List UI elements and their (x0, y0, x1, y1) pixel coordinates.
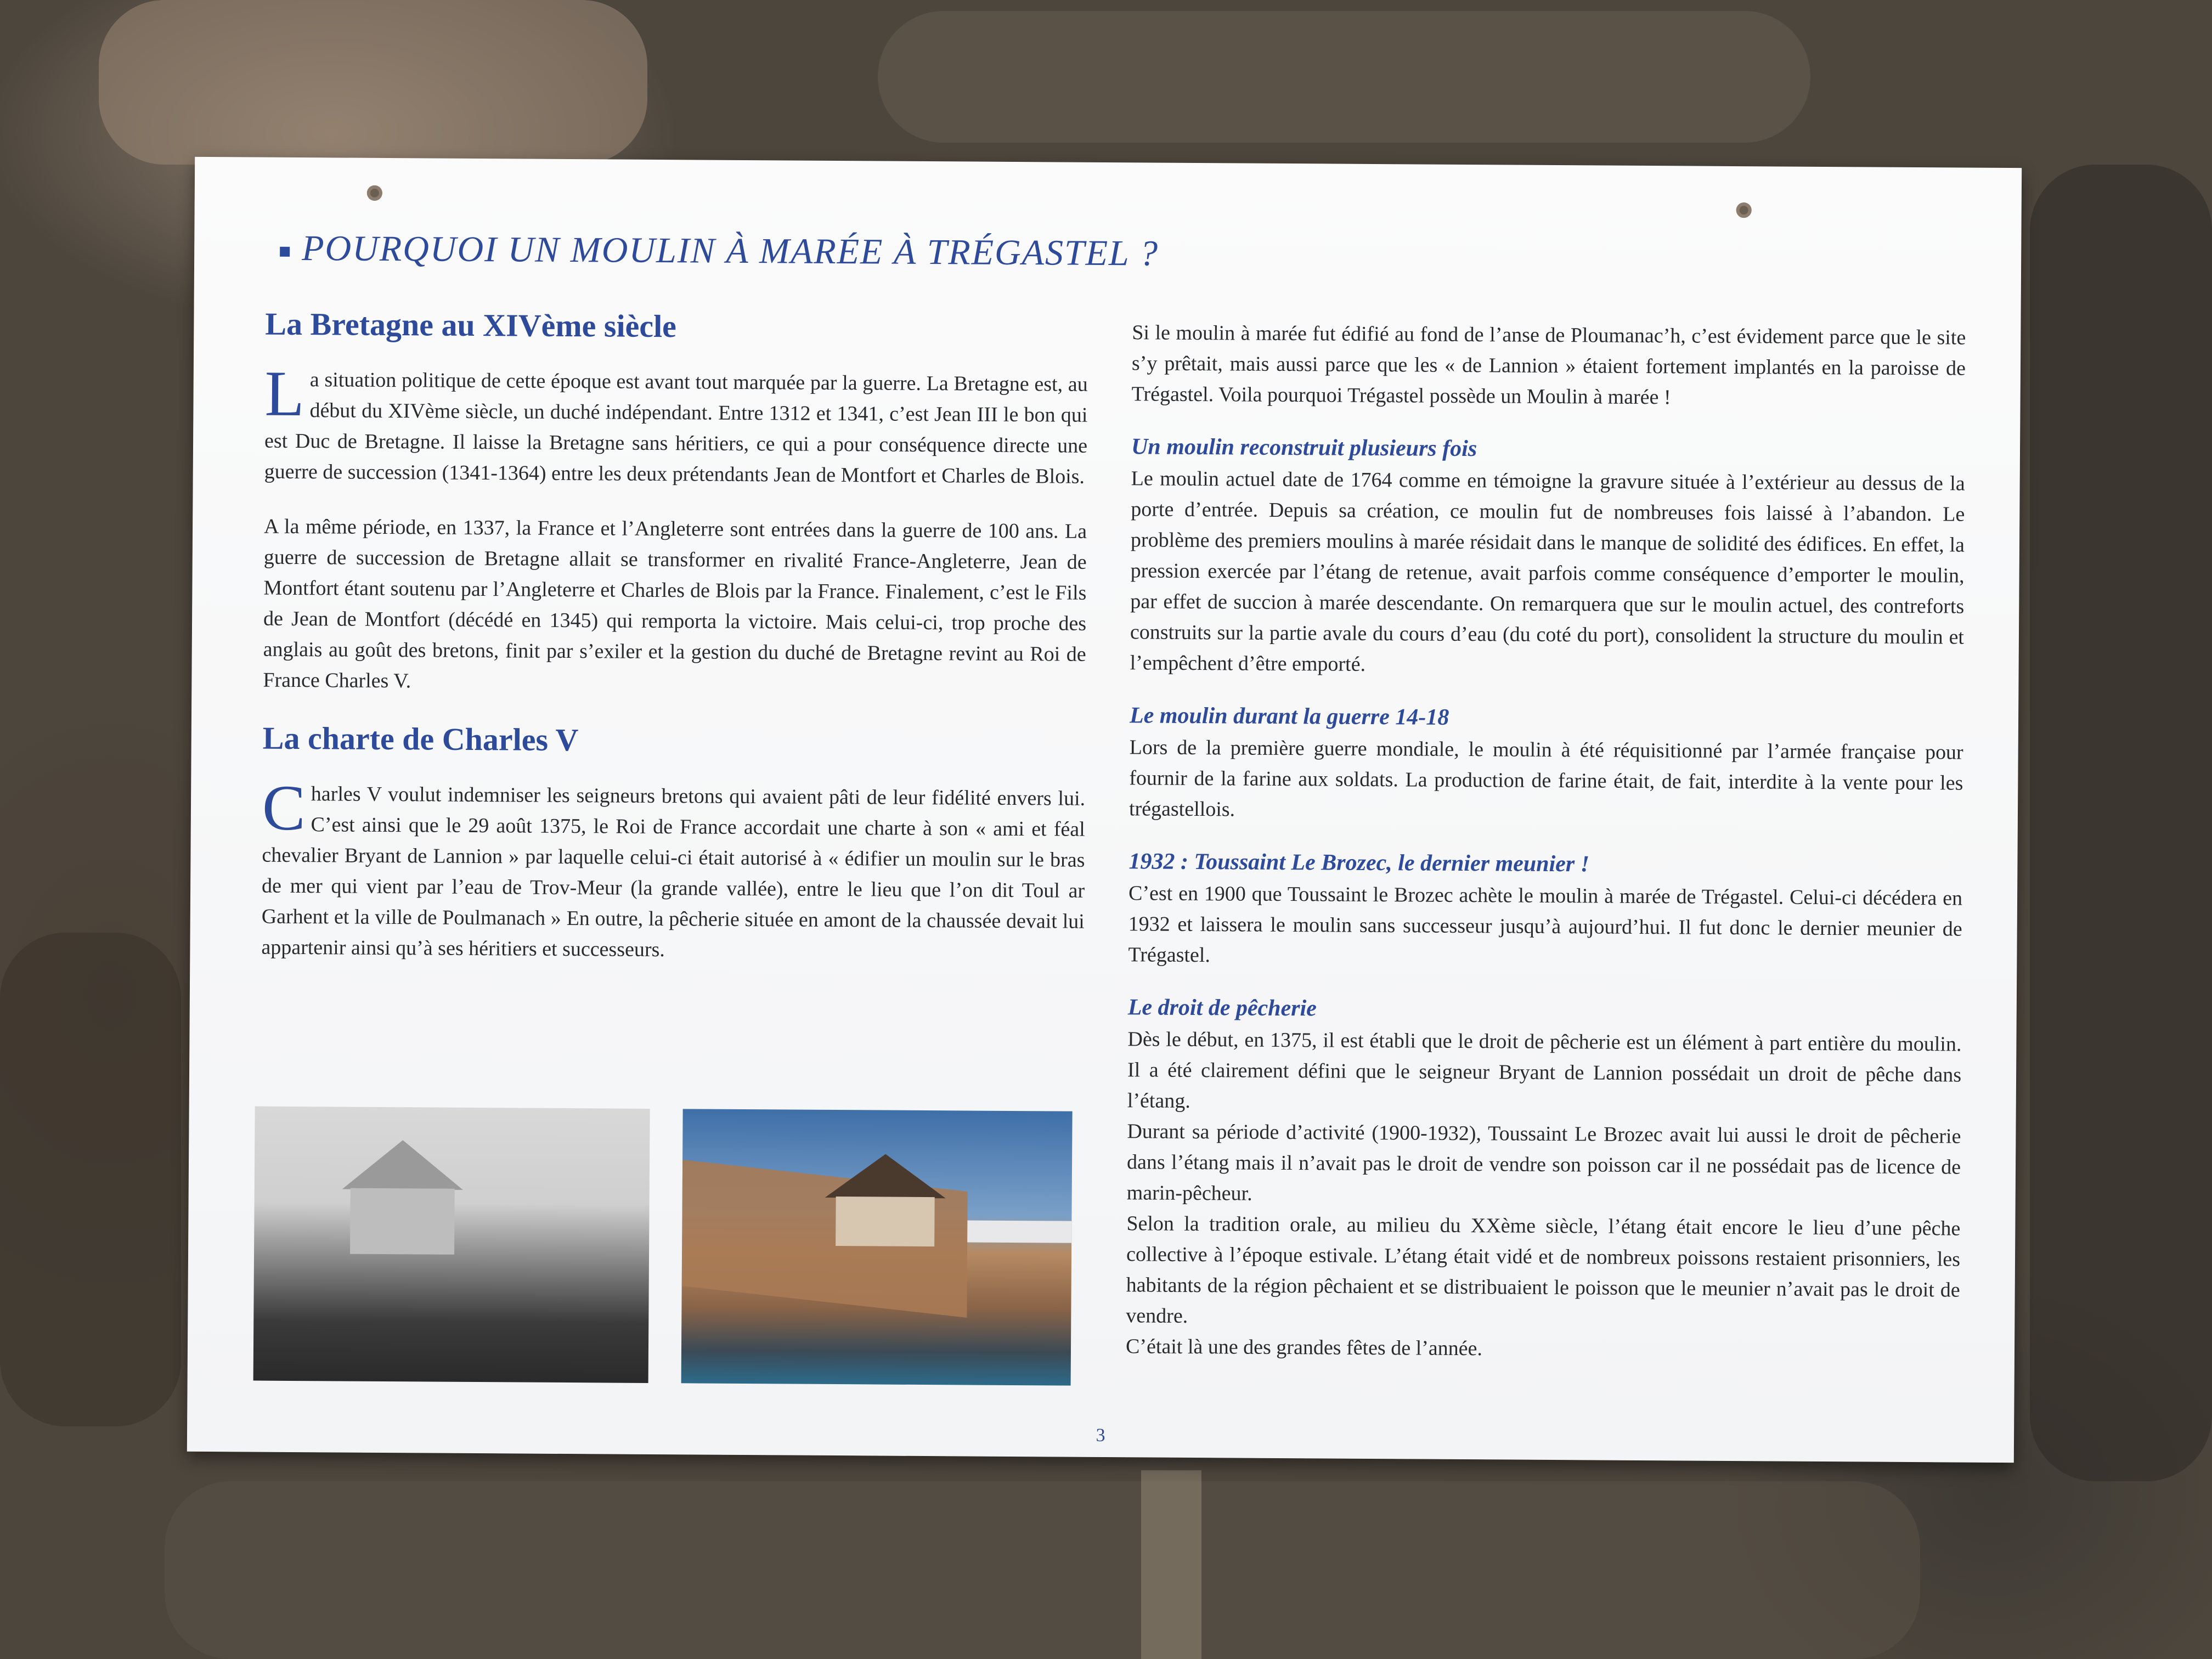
mill-roof-shape (342, 1140, 464, 1190)
mill-wall-shape (836, 1197, 935, 1246)
paragraph-pecherie-2: Durant sa période d’activité (1900-1932), Toussaint Le Brozec avait lui aussi le droit de pêcherie dans l’étang mais il n’avait pas le droit de vendre son poisson car il ne possédait pas de licence de marin-pêcheur. (1126, 1120, 1961, 1205)
section-heading-charte: La charte de Charles V (262, 720, 579, 758)
board-title (280, 228, 1159, 275)
bullet-square-icon (280, 247, 290, 257)
information-board (187, 157, 2022, 1463)
paragraph-bretagne-1 (264, 357, 1088, 492)
wall-stone (878, 11, 1810, 143)
paragraph-dernier-meunier: C’est en 1900 que Toussaint le Brozec achète le moulin à marée de Trégastel. Celui-ci décédera en 1932 et laissera le moulin sans successeur jusqu’à aujourd’hui. Il fut donc le dernier meunier de Trégastel. (1128, 882, 1963, 967)
houses-shape (967, 1220, 1071, 1243)
paragraph-intro: Si le moulin à marée fut édifié au fond de l’anse de Ploumanac’h, c’est évidement parce que le site s’y prêtait, mais aussi parce que les « de Lannion » étaient fortement implantés en la paroisse de Trégastel. Voila pourquoi Trégastel possède un Moulin à marée ! (1131, 321, 1966, 409)
wall-stone (0, 933, 181, 1426)
subheading-dernier-meunier: 1932 : Toussaint Le Brozec, le dernier meunier ! (1128, 849, 1590, 877)
paragraph-pecherie-3: Selon la tradition orale, au milieu du XXème siècle, l’étang était encore le lieu d’une pêche collective à l’époque estivale. L’étang était vidé et de nombreux poissons restaient prisonniers, les habitants de la région pêchaient et se distribuaient le poisson que le meunier n’avait pas le droit de vendre. (1126, 1212, 1961, 1328)
mill-roof-shape (825, 1154, 946, 1198)
wall-stone (2030, 165, 2212, 1481)
paragraph-text: a situation politique de cette époque est avant tout marquée par la guerre. La Bretagne est, au début du XIVème siècle, un duché indépendant. Entre 1312 et 1341, c’est Jean III le bon qui est Duc de Bretagne. Il laisse la Bretagne sans héritiers, ce qui a pour conséquence directe une guerre de succession (1341-1364) entre les deux prétendants Jean de Montfort et Charles de Blois. (264, 368, 1088, 488)
wall-stone (99, 0, 647, 165)
mill-wall-shape (350, 1188, 455, 1255)
paragraph-guerre: Lors de la première guerre mondiale, le moulin à été réquisitionné par l’armée française pour fournir de la farine aux soldats. La production de farine était, de fait, interdite à la vente pour les trégastellois. (1128, 736, 1963, 821)
color-photo-mill (681, 1109, 1073, 1385)
drop-cap: C (262, 771, 306, 844)
section-heading-bretagne: La Bretagne au XIVème siècle (265, 306, 677, 345)
subheading-guerre: Le moulin durant la guerre 14-18 (1129, 703, 1449, 730)
paragraph-charte (261, 771, 1086, 968)
subheading-droit-pecherie: Le droit de pêcherie (1127, 995, 1317, 1022)
drop-cap: L (264, 357, 305, 430)
wall-mortar (1141, 1470, 1201, 1659)
paragraph-bretagne-2: A la même période, en 1337, la France et l’Angleterre sont entrées dans la guerre de 100 ans. La guerre de succession de Bretagne allait se transformer en rivalité France-Angleterre, Jean de Montfort étant soutenu par l’Angleterre et Charles de Blois par la France. Finalement, c’est le Fils de Jean de Montfort (décédé en 1345) qui remporta la victoire. Mais celui-ci, trop proche des anglais au goût des bretons, finit par s’exiler et la gestion du duché de Bretagne revint au Roi de France Charles V. (263, 515, 1087, 693)
paragraph-pecherie-4: C’était là une des grandes fêtes de l’année. (1125, 1335, 1483, 1361)
paragraph-reconstruit: Le moulin actuel date de 1764 comme en témoigne la gravure située à l’extérieur au dessus de la porte d’entrée. Depuis sa création, ce moulin fut de nombreuses fois laissé à l’abandon. Le problème des premiers moulins à marée résidait dans le manque de solidité des édifices. En effet, la pression exercée par l’étang de retenue, avait parfois comme conséquence d’emporter le moulin, par effet de succion à marée descendante. On remarquera que sur le moulin actuel, des contreforts construits sur la partie avale du cours d’eau (du coté du port), consolident la structure du moulin et l’empêchent d’être emporté. (1130, 467, 1965, 676)
board-title-text: POURQUOI UN MOULIN À MARÉE À TRÉGASTEL ? (302, 228, 1159, 274)
paragraph-text: harles V voulut indemniser les seigneurs bretons qui avaient pâti de leur fidélité envers lui. C’est ainsi que le 29 août 1375, le Roi de France accordait une charte à son « ami et féal chevalier Bryant de Lannion » par laquelle celui-ci était autorisé à « édifier un moulin sur le bras de mer qui vient par l’eau de Trov-Meur (la grande vallée), entre le lieu que l’on dit Toul ar Garhent et la ville de Poulmanach » En outre, la pêcherie située en amont de la chaussée devait lui appartenir ainsi qu’à ses héritiers et successeurs. (261, 782, 1086, 962)
screw-icon (367, 185, 382, 201)
paragraph-pecherie-1: Dès le début, en 1375, il est établi que le droit de pêcherie est un élément à part entière du moulin. Il a été clairement défini que le seigneur Bryant de Lannion possédait un droit de pêche dans l’étang. (1127, 1028, 1962, 1113)
screw-icon (1736, 202, 1752, 218)
right-column (1126, 317, 1966, 1391)
wall-stone (165, 1481, 1920, 1659)
left-column (261, 306, 1088, 992)
subheading-reconstruit: Un moulin reconstruit plusieurs fois (1131, 434, 1477, 462)
page-number: 3 (1096, 1425, 1105, 1446)
historic-photo-mill (253, 1107, 650, 1383)
